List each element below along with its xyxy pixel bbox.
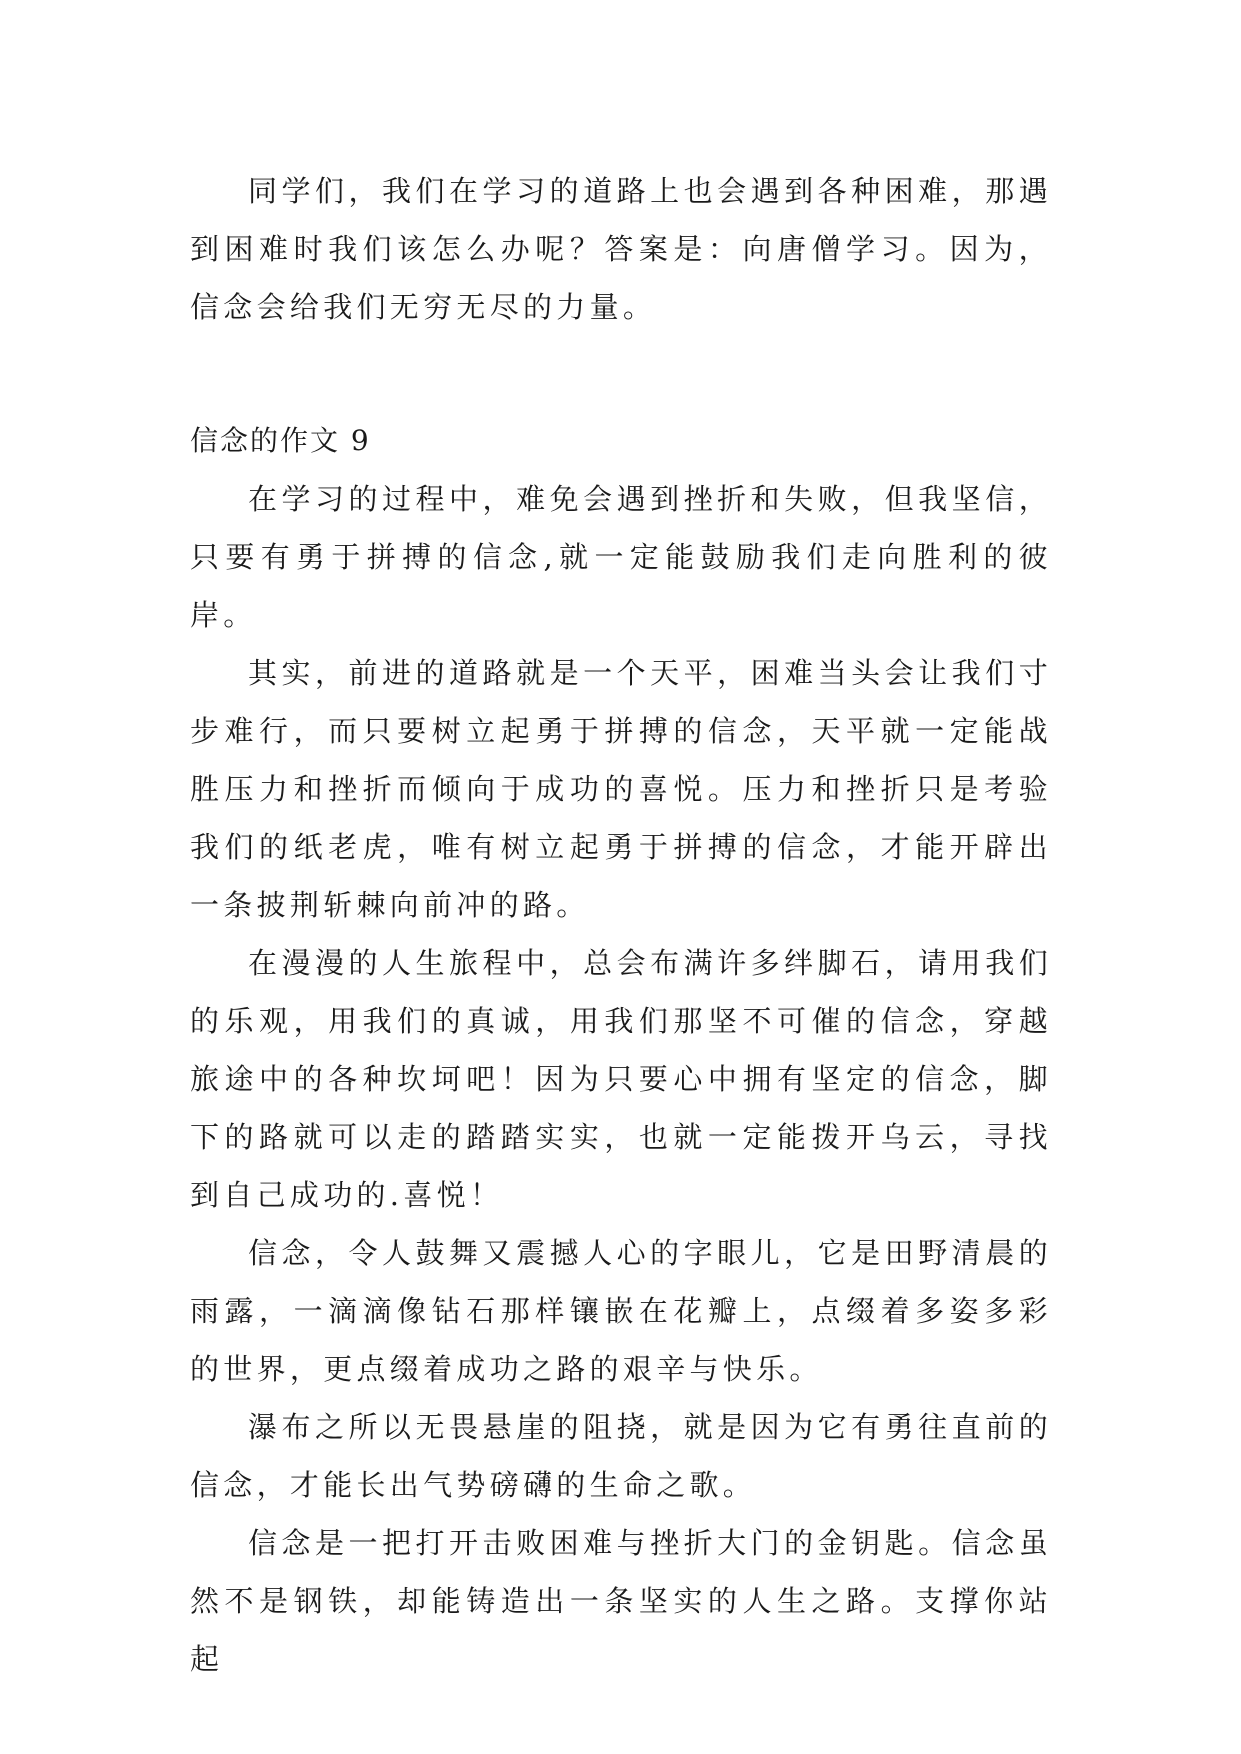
section-title: 信念的作文 9 xyxy=(190,424,371,457)
paragraph: 信念是一把打开击败困难与挫折大门的金钥匙。信念虽然不是钢铁，却能铸造出一条坚实的人生之路。支撑你站起 xyxy=(190,1526,1052,1676)
paragraph: 其实，前进的道路就是一个天平，困难当头会让我们寸步难行，而只要树立起勇于拼搏的信念，天平就一定能战胜压力和挫折而倾向于成功的喜悦。压力和挫折只是考验我们的纸老虎，唯有树立起勇于拼搏的信念，才能开辟出一条披荆斩棘向前冲的路。 xyxy=(190,656,1052,922)
document-body xyxy=(190,162,1052,1688)
paragraph: 在漫漫的人生旅程中，总会布满许多绊脚石，请用我们的乐观，用我们的真诚，用我们那坚不可催的信念，穿越旅途中的各种坎坷吧！因为只要心中拥有坚定的信念，脚下的路就可以走的踏踏实实，也就一定能拨开乌云，寻找到自己成功的.喜悦！ xyxy=(190,946,1052,1212)
paragraph: 瀑布之所以无畏悬崖的阻挠，就是因为它有勇往直前的信念，才能长出气势磅礴的生命之歌。 xyxy=(190,1410,1052,1502)
paragraph-intro: 同学们，我们在学习的道路上也会遇到各种困难，那遇到困难时我们该怎么办呢？答案是：向唐僧学习。因为，信念会给我们无穷无尽的力量。 xyxy=(190,174,1052,324)
paragraph: 信念，令人鼓舞又震撼人心的字眼儿，它是田野清晨的雨露，一滴滴像钻石那样镶嵌在花瓣上，点缀着多姿多彩的世界，更点缀着成功之路的艰辛与快乐。 xyxy=(190,1236,1052,1386)
paragraph: 在学习的过程中，难免会遇到挫折和失败，但我坚信，只要有勇于拼搏的信念,就一定能鼓励我们走向胜利的彼岸。 xyxy=(190,482,1052,632)
